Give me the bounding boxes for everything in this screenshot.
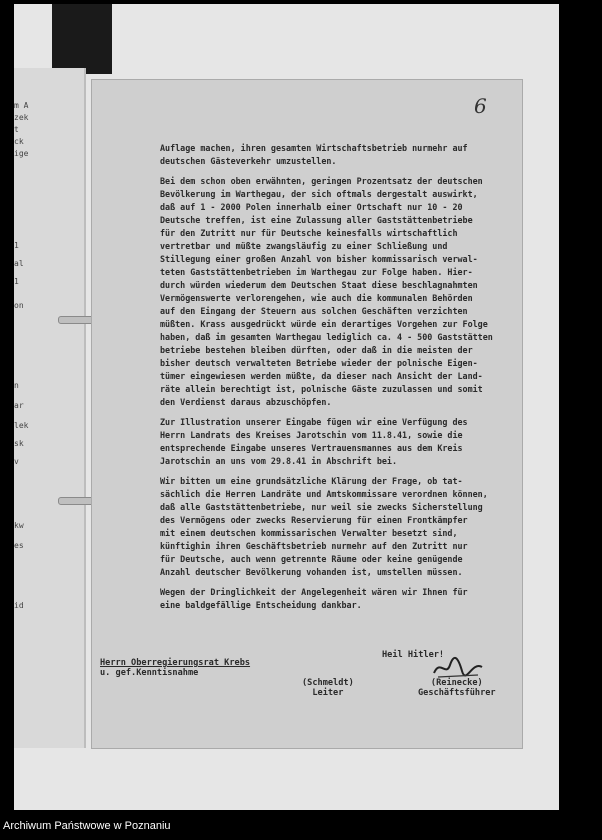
letter-line: deutschen Gästeverkehr umzustellen. <box>160 156 337 166</box>
letter-line: des Vermögens oder zwecks Reservierung für einen Frontkämpfer <box>160 515 468 525</box>
letter-paragraph <box>160 586 526 612</box>
left-page-text: zek <box>14 113 29 122</box>
letter-paragraph <box>160 475 526 579</box>
letter-line: haben, daß im gesamten Warthegau lediglich ca. 4 - 500 Gaststätten <box>160 332 493 342</box>
left-page-text: ar <box>14 401 24 410</box>
letter-line: Wir bitten um eine grundsätzliche Klärung der Frage, ob tat- <box>160 476 463 486</box>
left-page-text: kw <box>14 521 24 530</box>
left-page-text: t <box>14 125 19 134</box>
left-page-text: 1 <box>14 277 19 286</box>
recipient-note: u. gef.Kenntisnahme <box>100 668 199 678</box>
left-page-text: m A <box>14 101 29 110</box>
signature-left <box>302 678 354 698</box>
left-page-text: lek <box>14 421 29 430</box>
left-page-fragment <box>14 68 86 748</box>
left-page-text: sk <box>14 439 24 448</box>
binder-edge <box>52 4 112 74</box>
letter-line: vertretbar und müßte zwangsläufig zu einer Schließung und <box>160 241 448 251</box>
letter-line: künftighin ihren Geschäftsbetrieb nurmehr auf den Zutritt nur <box>160 541 468 551</box>
letter-line: mit einem deutschen kommissarischen Verwalter besetzt sind, <box>160 528 458 538</box>
letter-line: daß auf 1 - 2000 Polen innerhalb einer Ortschaft nur 10 - 20 <box>160 202 463 212</box>
letter-line: bisher deutsch verwalteten Betriebe wieder der polnische Eigen- <box>160 358 478 368</box>
letter-line: tümer eingewiesen werden müßte, da dieser nach Ansicht der Land- <box>160 371 483 381</box>
signer-right-name: (Reinecke) <box>430 678 483 688</box>
left-page-text: ck <box>14 137 24 146</box>
letter-line: für den Zutritt nur für Deutsche keinesfalls wirtschaftlich <box>160 228 458 238</box>
letter-paragraph <box>160 142 526 168</box>
letter-line: Zur Illustration unserer Eingabe fügen wir eine Verfügung des <box>160 417 468 427</box>
letter-line: Deutsche treffen, ist eine Zulassung aller Gaststättenbetriebe <box>160 215 473 225</box>
letter-line: Wegen der Dringlichkeit der Angelegenheit wären wir Ihnen für <box>160 587 468 597</box>
left-page-text: ige <box>14 149 29 158</box>
letter-line: entsprechende Eingabe unseres Vertrauensmannes aus dem Kreis <box>160 443 463 453</box>
archive-name: Archiwum Państwowe w Poznaniu <box>3 820 171 832</box>
letter-line: Jarotschin an uns vom 29.8.41 in Abschrift bei. <box>160 456 397 466</box>
letter-line: durch würden wiederum dem Deutschen Staat diese beschlagnahmten <box>160 280 478 290</box>
left-page-text: al <box>14 259 24 268</box>
letter-line: für Deutsche, auch wenn getrennte Räume oder keine genügende <box>160 554 463 564</box>
letter-line: müßten. Krass ausgedrückt würde ein derartiges Vorgehen zur Folge <box>160 319 488 329</box>
left-page-text: n <box>14 381 19 390</box>
letter-paragraph <box>160 175 526 409</box>
letter-line: Auflage machen, ihren gesamten Wirtschaftsbetrieb nurmehr auf <box>160 143 468 153</box>
letter-line: daß alle Gaststättenbetriebe, nur weil sie zwecks Sicherstellung <box>160 502 483 512</box>
left-page-text: id <box>14 601 24 610</box>
letter-body <box>160 142 526 619</box>
closing-salutation: Heil Hitler! <box>382 650 445 660</box>
signer-left-title: Leiter <box>312 688 344 698</box>
letter-line: Herrn Landrats des Kreises Jarotschin vom 11.8.41, sowie die <box>160 430 463 440</box>
left-page-text: on <box>14 301 24 310</box>
page-number: 6 <box>474 94 487 118</box>
letter-line: auf den Eingang der Steuern aus solchen Geschäften verzichten <box>160 306 468 316</box>
left-page-text: es <box>14 541 24 550</box>
letter-line: Vermögenswerte verlorengehen, wie auch die kommunalen Behörden <box>160 293 473 303</box>
signer-left-name: (Schmeldt) <box>302 678 354 688</box>
left-page-text: v <box>14 457 19 466</box>
signer-right-title: Geschäftsführer <box>418 688 496 698</box>
letter-line: räte allein berechtigt ist, polnische Gäste zuzulassen und somit <box>160 384 483 394</box>
letter-paragraph <box>160 416 526 468</box>
letter-line: eine baldgefällige Entscheidung dankbar. <box>160 600 362 610</box>
archive-footer <box>0 812 602 840</box>
letter-line: Anzahl deutscher Bevölkerung vohanden ist, umstellen müssen. <box>160 567 463 577</box>
letter-line: den Verdienst daraus abzuschöpfen. <box>160 397 332 407</box>
letter-line: Stillegung einer großen Anzahl von bisher kommissarisch verwal- <box>160 254 478 264</box>
letter-line: Bei dem schon oben erwähnten, geringen Prozentsatz der deutschen <box>160 176 483 186</box>
letter-line: Bevölkerung im Warthegau, der sich oftmals dergestalt auswirkt, <box>160 189 478 199</box>
recipient-block <box>100 658 250 678</box>
signature-right <box>418 678 496 698</box>
recipient-name: Herrn Oberregierungsrat Krebs <box>100 658 251 668</box>
letter-line: teten Gaststättenbetrieben im Warthegau zur Folge haben. Hier- <box>160 267 473 277</box>
letter-line: sächlich die Herren Landräte und Amtskommissare verordnen können, <box>160 489 488 499</box>
letter-line: betriebe bestehen bleiben dürften, oder daß in die meisten der <box>160 345 473 355</box>
left-page-text: 1 <box>14 241 19 250</box>
